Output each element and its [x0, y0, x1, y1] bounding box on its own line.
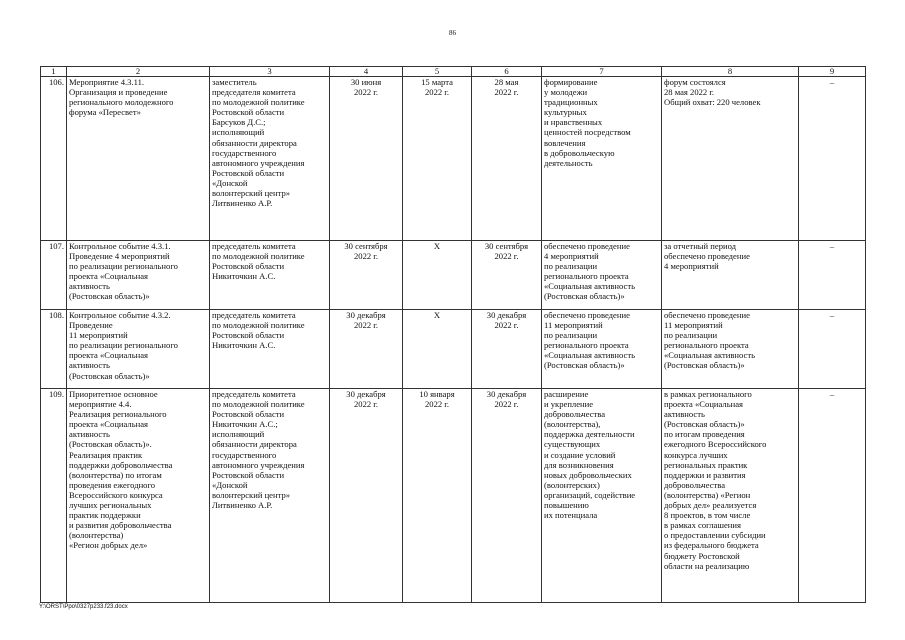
page-number: 86 [449, 29, 456, 37]
table-row [41, 241, 866, 310]
expected-result-cell: обеспечено проведение 4 мероприятий по реализации регионального проекта «Социальная активность (Ростовская область)» [542, 241, 662, 310]
column-header: 2 [67, 67, 210, 77]
table-row [41, 389, 866, 603]
notes-cell: – [799, 77, 866, 241]
event-cell: Контрольное событие 4.3.1. Проведение 4 мероприятий по реализации регионального проекта «Социальная активность (Ростовская область)» [67, 241, 210, 310]
fact-end-cell: 28 мая 2022 г. [472, 77, 542, 241]
actual-result-cell: за отчетный период обеспечено проведение 4 мероприятий [662, 241, 799, 310]
actual-result-cell: форум состоялся 28 мая 2022 г. Общий охват: 220 человек [662, 77, 799, 241]
column-header: 6 [472, 67, 542, 77]
expected-result-cell: формирование у молодежи традиционных культурных и нравственных ценностей посредством вовлечения в добровольческую деятельность [542, 77, 662, 241]
fact-start-cell: 15 марта 2022 г. [403, 77, 472, 241]
fact-end-cell: 30 декабря 2022 г. [472, 389, 542, 603]
table-row [41, 77, 866, 241]
header-row [41, 67, 866, 77]
column-header: 7 [542, 67, 662, 77]
notes-cell: – [799, 310, 866, 389]
column-header: 1 [41, 67, 67, 77]
fact-start-cell: 10 января 2022 г. [403, 389, 472, 603]
row-number: 106. [41, 77, 67, 241]
row-number: 107. [41, 241, 67, 310]
column-header: 4 [330, 67, 403, 77]
plan-date-cell: 30 декабря 2022 г. [330, 310, 403, 389]
responsible-cell: председатель комитета по молодежной политике Ростовской области Никиточкин А.С.; исполняющий обязанности директора государственного автономного учреждения Ростовской области «Донской волонтерский центр» Литвиненко А.Р. [210, 389, 330, 603]
fact-start-cell: Х [403, 241, 472, 310]
plan-date-cell: 30 сентября 2022 г. [330, 241, 403, 310]
fact-end-cell: 30 декабря 2022 г. [472, 310, 542, 389]
table-row [41, 310, 866, 389]
column-header: 3 [210, 67, 330, 77]
actual-result-cell: обеспечено проведение 11 мероприятий по реализации регионального проекта «Социальная активность (Ростовская область)» [662, 310, 799, 389]
expected-result-cell: расширение и укрепление добровольчества (волонтерства), поддержка деятельности существующих и создание условий для возникновения новых добровольческих (волонтерских) организаций, содействие повышению их потенциала [542, 389, 662, 603]
notes-cell: – [799, 389, 866, 603]
row-number: 108. [41, 310, 67, 389]
column-header: 8 [662, 67, 799, 77]
document-file-path: Y:\ORST\Ppo\0327p233.f23.docx [39, 604, 128, 610]
event-cell: Контрольное событие 4.3.2. Проведение 11 мероприятий по реализации регионального проекта «Социальная активность (Ростовская область)» [67, 310, 210, 389]
expected-result-cell: обеспечено проведение 11 мероприятий по реализации регионального проекта «Социальная активность (Ростовская область)» [542, 310, 662, 389]
column-header: 9 [799, 67, 866, 77]
actual-result-cell: в рамках регионального проекта «Социальная активность (Ростовская область)» по итогам проведения ежегодного Всероссийского конкурса лучших региональных практик поддержки и развития добровольчества (волонтерства) «Регион добрых дел» реализуется 8 проектов, в том числе в рамках соглашения о предоставлении субсидии из федерального бюджета бюджету Ростовской области на реализацию [662, 389, 799, 603]
fact-start-cell: Х [403, 310, 472, 389]
responsible-cell: председатель комитета по молодежной политике Ростовской области Никиточкин А.С. [210, 310, 330, 389]
plan-date-cell: 30 декабря 2022 г. [330, 389, 403, 603]
plan-date-cell: 30 июня 2022 г. [330, 77, 403, 241]
fact-end-cell: 30 сентября 2022 г. [472, 241, 542, 310]
notes-cell: – [799, 241, 866, 310]
responsible-cell: заместитель председателя комитета по молодежной политике Ростовской области Барсуков Д.С.; исполняющий обязанности директора государственного автономного учреждения Ростовской области «Донской волонтерский центр» Литвиненко А.Р. [210, 77, 330, 241]
event-cell: Приоритетное основное мероприятие 4.4. Реализация регионального проекта «Социальная активность (Ростовская область)». Реализация практик поддержки добровольчества (волонтерства) по итогам проведения ежегодного Всероссийского конкурса лучших региональных практик поддержки и развития добровольчества (волонтерства) «Регион добрых дел» [67, 389, 210, 603]
column-header: 5 [403, 67, 472, 77]
responsible-cell: председатель комитета по молодежной политике Ростовской области Никиточкин А.С. [210, 241, 330, 310]
row-number: 109. [41, 389, 67, 603]
event-cell: Мероприятие 4.3.11. Организация и проведение регионального молодежного форума «Пересвет» [67, 77, 210, 241]
report-table [40, 66, 866, 603]
